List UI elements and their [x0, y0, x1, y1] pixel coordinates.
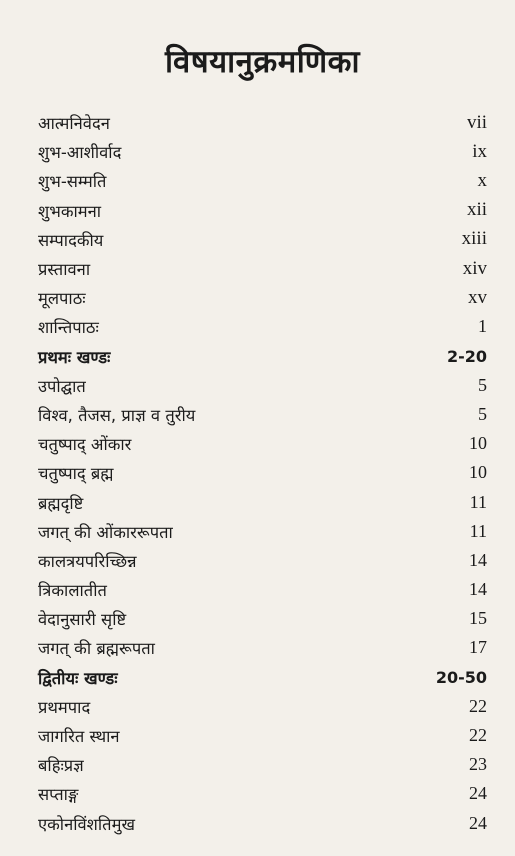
toc-entry-label: जगत् की ओंकाररूपता — [38, 522, 173, 542]
toc-row — [38, 721, 487, 750]
toc-page-number: 10 — [469, 462, 487, 483]
toc-entry-label: ब्रह्मदृष्टि — [38, 493, 84, 513]
toc-page-number: 11 — [469, 520, 487, 541]
toc-entry-label: जगत् की ब्रह्मरूपता — [38, 639, 155, 659]
toc-entry-label: सप्ताङ्ग — [38, 785, 79, 805]
toc-page-number: xii — [466, 199, 487, 221]
toc-page-number: xiii — [461, 228, 487, 250]
toc-entry-label: शुभ-आशीर्वाद — [38, 143, 122, 163]
toc-row — [38, 196, 487, 225]
toc-entry-label: शुभकामना — [38, 201, 102, 221]
toc-row — [38, 633, 487, 662]
page-title: विषयानुक्रमणिका — [164, 44, 361, 80]
toc-entry-label: एकोनविंशतिमुख — [38, 814, 135, 834]
toc-page-number: 5 — [478, 374, 487, 395]
toc-entry-label: विश्व, तैजस, प्राज्ञ व तुरीय — [38, 405, 196, 425]
toc-entry-label: जागरित स्थान — [38, 727, 120, 747]
toc-page-range: 2-20 — [446, 346, 487, 366]
toc-row — [38, 371, 487, 400]
toc-row — [38, 487, 487, 516]
toc-page-range: 20-50 — [435, 667, 487, 687]
toc-page-number: vii — [466, 111, 487, 133]
toc-page-number: xiv — [462, 257, 487, 279]
toc-row — [38, 137, 487, 166]
toc-entry-label: वेदानुसारी सृष्टि — [38, 610, 127, 630]
toc-row — [38, 750, 487, 779]
toc-entry-label: शान्तिपाठः — [38, 318, 99, 338]
toc-entry-label: सम्पादकीय — [38, 230, 104, 250]
toc-entry-label: चतुष्पाद् ब्रह्म — [38, 464, 114, 484]
toc-page-number: 14 — [469, 579, 487, 600]
toc-page-number: 22 — [469, 695, 487, 716]
toc-row — [38, 809, 487, 838]
toc-section-row — [38, 663, 487, 692]
toc-row — [38, 458, 487, 487]
toc-entry-label: कालत्रयपरिच्छिन्न — [38, 551, 137, 571]
toc-entry-label: त्रिकालातीत — [38, 581, 107, 601]
toc-row — [38, 604, 487, 633]
toc-row — [38, 779, 487, 808]
toc-row — [38, 166, 487, 195]
toc-page-number: 14 — [469, 549, 487, 570]
toc-page-number: 23 — [469, 754, 487, 775]
toc-entry-label: प्रथमपाद — [38, 697, 91, 717]
toc-page-number: 15 — [469, 608, 487, 629]
toc-page-number: 22 — [469, 725, 487, 746]
toc-section-label: द्वितीयः खण्डः — [38, 668, 118, 688]
toc-entry-label: आत्मनिवेदन — [38, 114, 110, 134]
toc-row — [38, 283, 487, 312]
toc-row — [38, 254, 487, 283]
toc-row — [38, 400, 487, 429]
toc-entry-label: बहिःप्रज्ञ — [38, 756, 84, 776]
toc-page-number: xv — [468, 286, 487, 308]
toc-page-number: ix — [472, 140, 487, 162]
toc-row — [38, 517, 487, 546]
toc-page-number: 5 — [478, 403, 487, 424]
toc-row — [38, 429, 487, 458]
toc-entry-label: प्रस्तावना — [38, 260, 91, 280]
toc-section-label: प्रथमः खण्डः — [38, 347, 111, 367]
toc-page-number: x — [477, 169, 487, 191]
toc-row — [38, 575, 487, 604]
toc-entry-label: शुभ-सम्मति — [38, 172, 107, 192]
toc-row — [38, 546, 487, 575]
toc-entry-label: उपोद्घात — [38, 376, 86, 396]
toc-page-number: 17 — [469, 637, 487, 658]
toc-list — [38, 108, 487, 838]
toc-page-number: 24 — [469, 812, 487, 833]
toc-page-number: 11 — [469, 491, 487, 512]
toc-row — [38, 108, 487, 137]
toc-row — [38, 225, 487, 254]
toc-page-number: 1 — [478, 316, 487, 337]
toc-page-number: 24 — [469, 783, 487, 804]
toc-row — [38, 312, 487, 341]
toc-entry-label: मूलपाठः — [38, 289, 86, 309]
toc-page-number: 10 — [469, 433, 487, 454]
toc-row — [38, 692, 487, 721]
toc-entry-label: चतुष्पाद् ओंकार — [38, 435, 132, 455]
toc-section-row — [38, 342, 487, 371]
